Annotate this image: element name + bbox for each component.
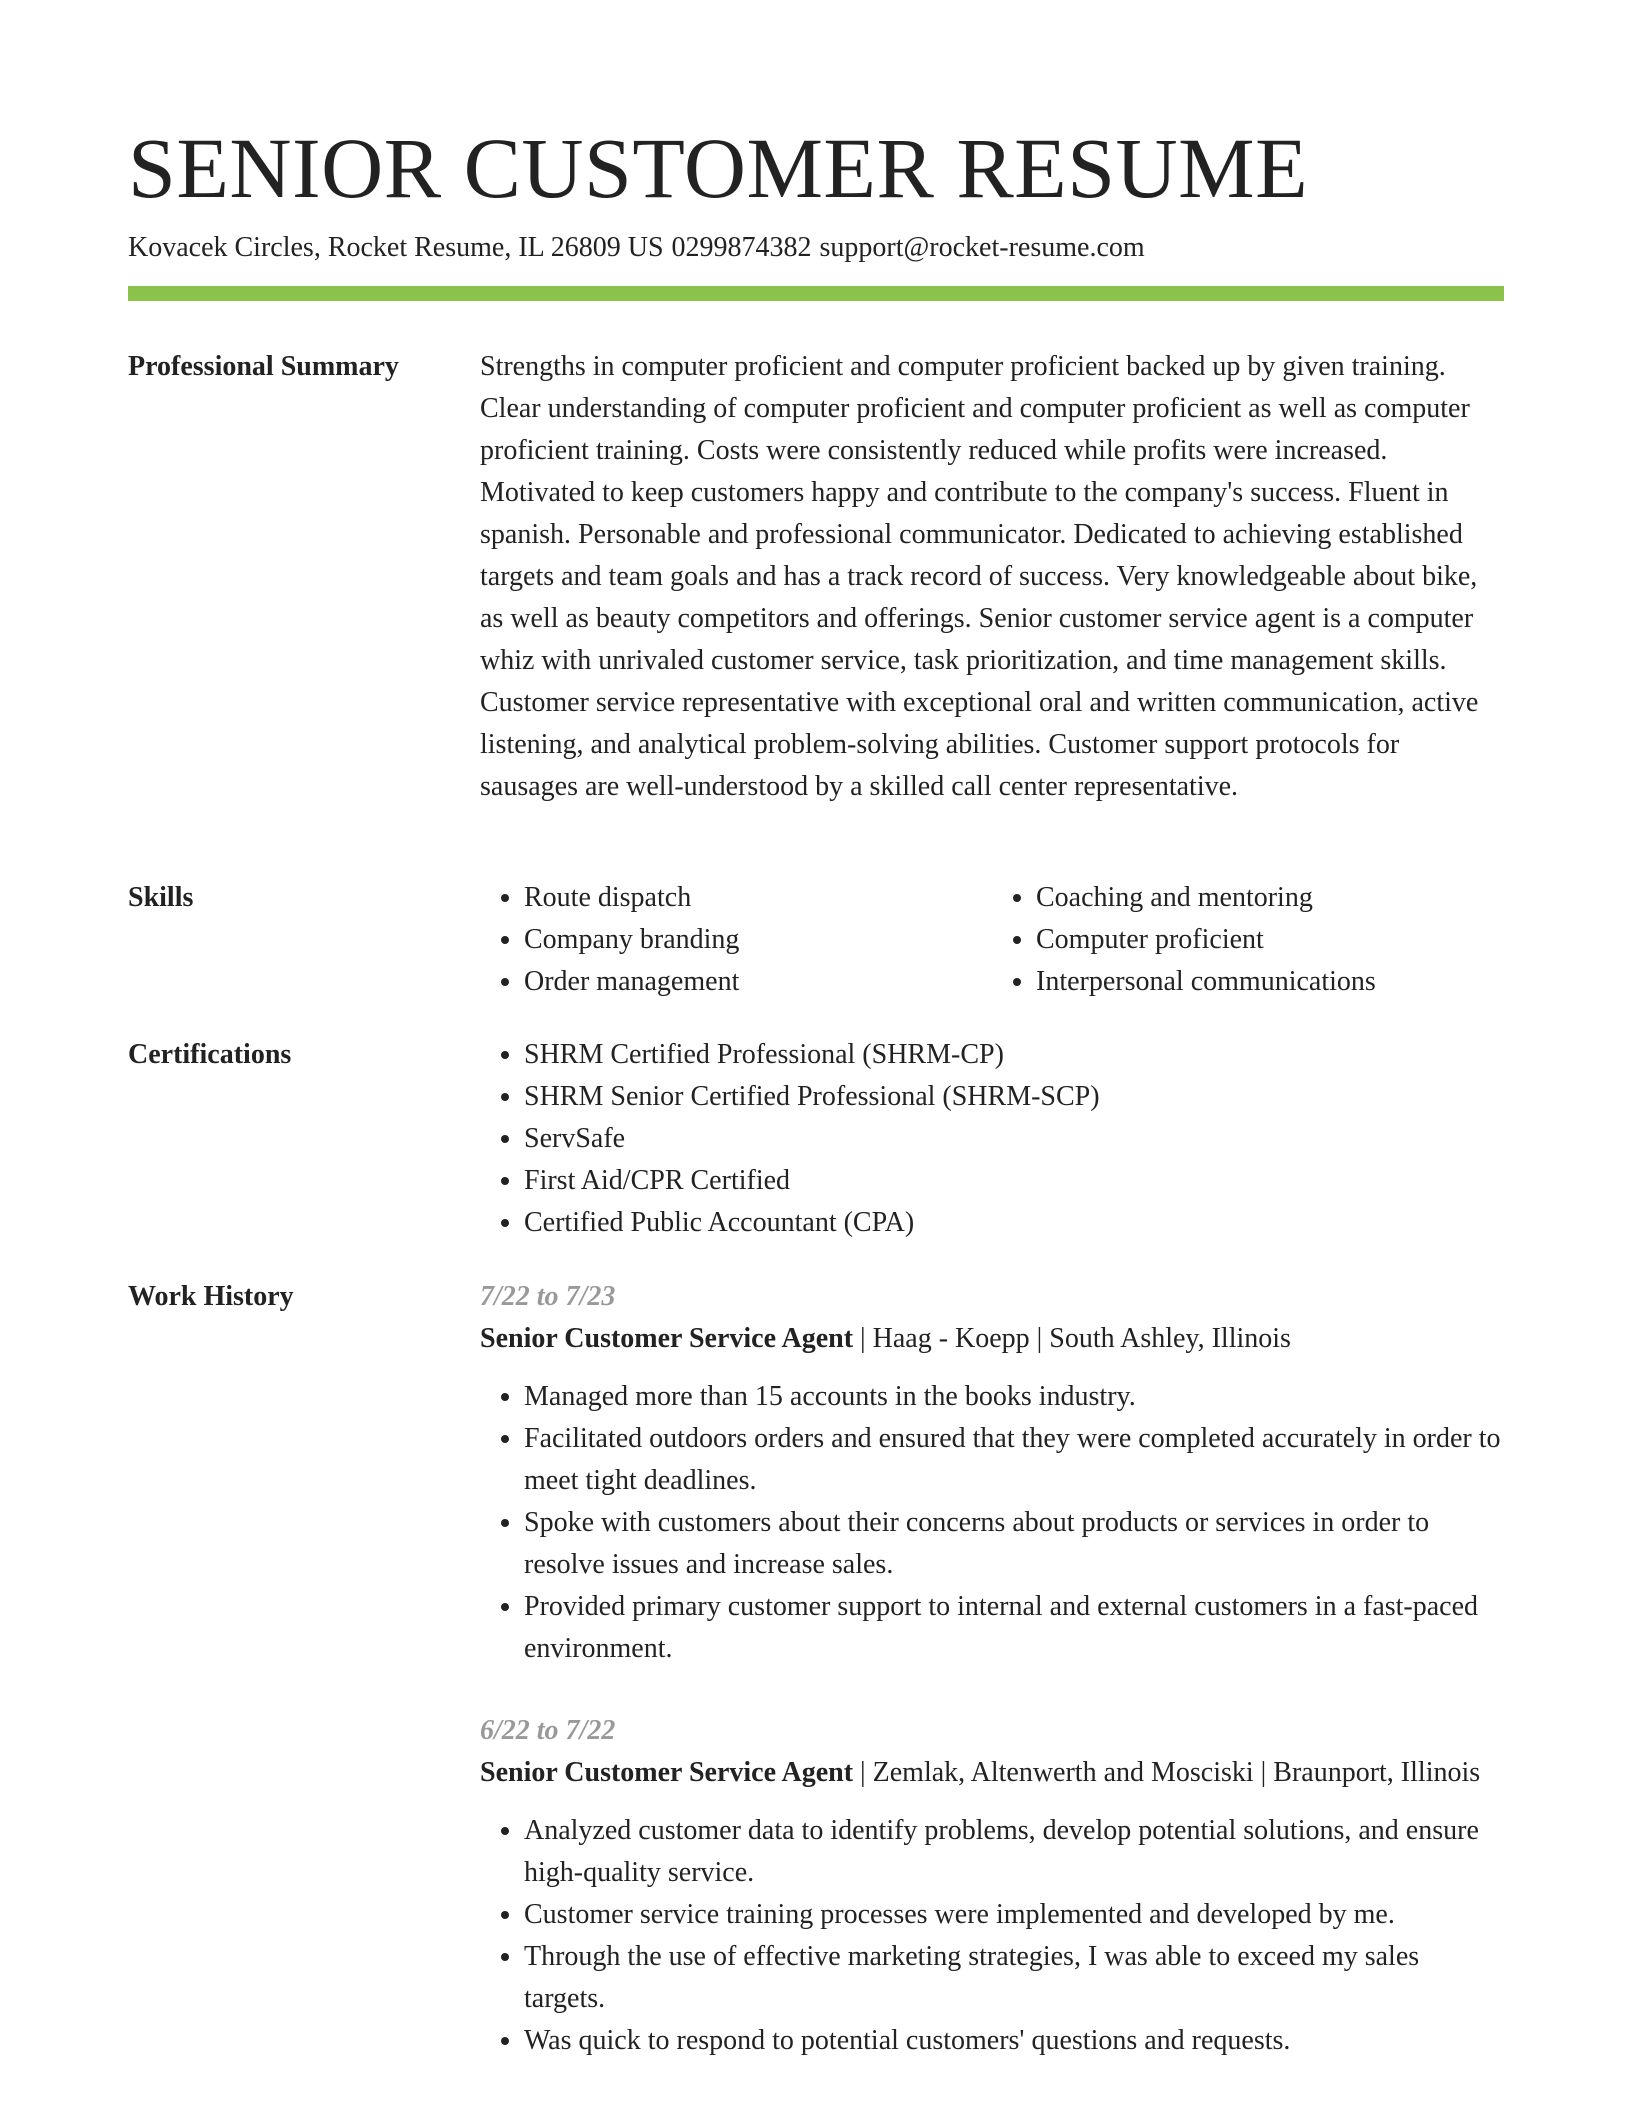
skill-item: • Coaching and mentoring bbox=[1036, 877, 1504, 919]
contact-address: Kovacek Circles, Rocket Resume, IL 26809 US bbox=[128, 232, 664, 263]
job-bullets bbox=[480, 1376, 1504, 1670]
job-details: | Haag - Koepp | South Ashley, Illinois bbox=[853, 1323, 1291, 1354]
work-history-body bbox=[480, 1276, 1504, 2062]
skills-grid bbox=[480, 877, 1504, 1003]
skill-item: • Interpersonal communications bbox=[1036, 961, 1504, 1003]
job-entry bbox=[480, 1276, 1504, 1670]
section-title-work-history: Work History bbox=[128, 1281, 294, 1312]
header-divider bbox=[128, 286, 1504, 301]
job-header bbox=[480, 1752, 1504, 1794]
job-bullet: • Facilitated outdoors orders and ensured that they were completed accurately in order to meet tight deadlines. bbox=[524, 1418, 1504, 1502]
summary-body bbox=[480, 346, 1504, 808]
skill-item: • Route dispatch bbox=[524, 877, 992, 919]
job-bullet: • Through the use of effective marketing strategies, I was able to exceed my sales targets. bbox=[524, 1936, 1504, 2020]
job-bullet: • Was quick to respond to potential customers' questions and requests. bbox=[524, 2020, 1504, 2062]
skill-item: • Order management bbox=[524, 961, 992, 1003]
job-title: Senior Customer Service Agent bbox=[480, 1757, 854, 1788]
skills-list-left bbox=[480, 877, 992, 1003]
certification-item: • First Aid/CPR Certified bbox=[524, 1160, 1504, 1202]
job-details: | Zemlak, Altenwerth and Mosciski | Braunport, Illinois bbox=[853, 1757, 1481, 1788]
job-dates: 6/22 to 7/22 bbox=[480, 1715, 616, 1746]
skills-list-right bbox=[992, 877, 1504, 1003]
summary-text: Strengths in computer proficient and computer proficient backed up by given training. Clear understanding of computer proficient and computer proficient as well as computer proficient training. Costs were consistently reduced while profits were increased. Motivated to keep customers happy and contribute to the company's success. Fluent in spanish. Personable and professional communicator. Dedicated to achieving established targets and team goals and has a track record of success. Very knowledgeable about bike, as well as beauty competitors and offerings. Senior customer service agent is a computer whiz with unrivaled customer service, task prioritization, and time management skills. Customer service representative with exceptional oral and written communication, active listening, and analytical problem-solving abilities. Customer support protocols for sausages are well-understood by a skilled call center representative. bbox=[480, 351, 1479, 802]
job-entry bbox=[480, 1710, 1504, 2062]
skill-item: • Company branding bbox=[524, 919, 992, 961]
job-bullet: • Customer service training processes were implemented and developed by me. bbox=[524, 1894, 1504, 1936]
job-header bbox=[480, 1318, 1504, 1360]
certification-item: • SHRM Senior Certified Professional (SHRM-SCP) bbox=[524, 1076, 1504, 1118]
job-title: Senior Customer Service Agent bbox=[480, 1323, 854, 1354]
certifications-list bbox=[480, 1034, 1504, 1244]
job-dates: 7/22 to 7/23 bbox=[480, 1281, 616, 1312]
contact-phone: 0299874382 bbox=[671, 232, 812, 263]
job-bullet: • Provided primary customer support to internal and external customers in a fast-paced environment. bbox=[524, 1586, 1504, 1670]
job-bullets bbox=[480, 1810, 1504, 2062]
contact-email: support@rocket-resume.com bbox=[819, 232, 1145, 263]
section-title-summary: Professional Summary bbox=[128, 351, 399, 382]
section-title-skills: Skills bbox=[128, 882, 194, 913]
resume-name: SENIOR CUSTOMER RESUME bbox=[128, 120, 1309, 216]
job-bullet: • Spoke with customers about their concerns about products or services in order to resolve issues and increase sales. bbox=[524, 1502, 1504, 1586]
certifications-body bbox=[480, 1034, 1504, 1244]
contact-line bbox=[128, 230, 1145, 266]
certification-item: • ServSafe bbox=[524, 1118, 1504, 1160]
job-bullet: • Managed more than 15 accounts in the books industry. bbox=[524, 1376, 1504, 1418]
skill-item: • Computer proficient bbox=[1036, 919, 1504, 961]
section-title-certifications: Certifications bbox=[128, 1039, 292, 1070]
certification-item: • SHRM Certified Professional (SHRM-CP) bbox=[524, 1034, 1504, 1076]
certification-item: • Certified Public Accountant (CPA) bbox=[524, 1202, 1504, 1244]
job-bullet: • Analyzed customer data to identify problems, develop potential solutions, and ensure high-quality service. bbox=[524, 1810, 1504, 1894]
